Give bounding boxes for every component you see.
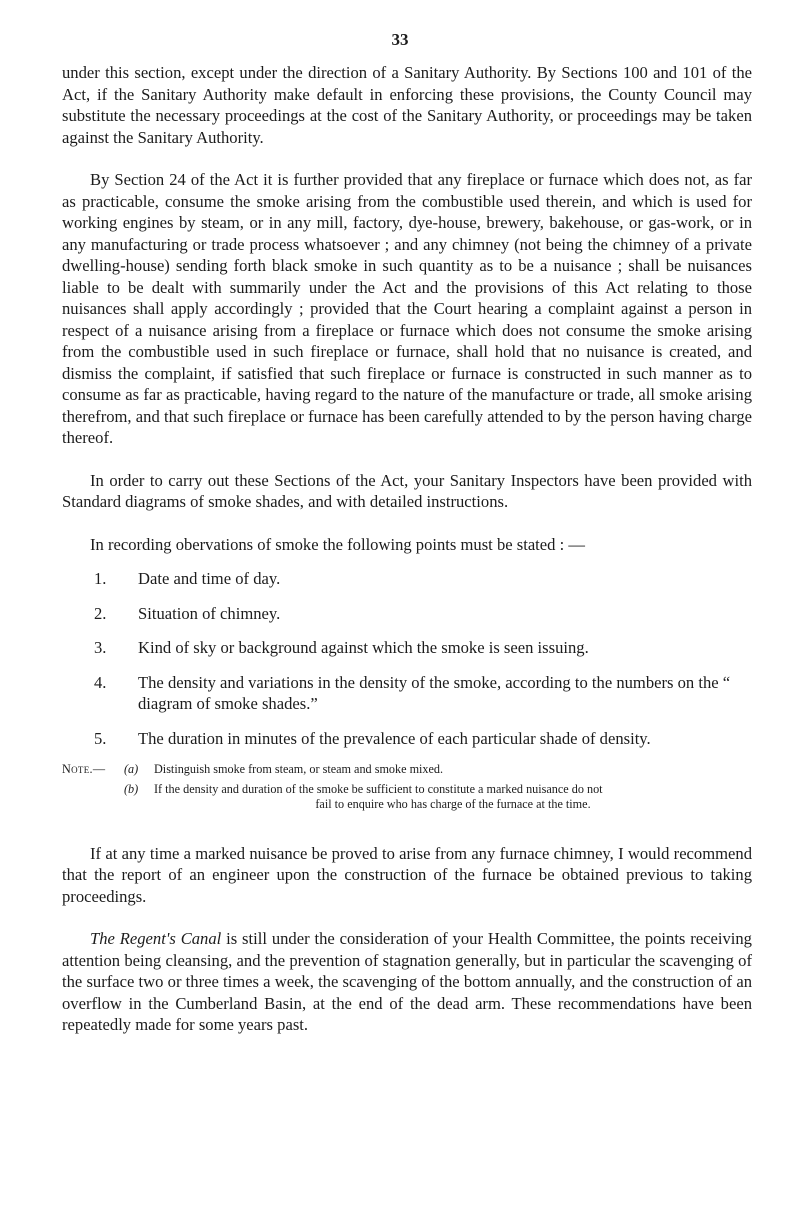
- note-a-key: (a): [124, 762, 139, 776]
- regents-canal-title: The Regent's Canal: [90, 929, 222, 948]
- regents-canal-text: is still under the consideration of your Health Committee, the points receiving attention being cleansing, and the prevention of stagnation generally, but in particular the scavenging of the surface two or three times a week, the scavenging of the bottom annually, and the construction of an overflow in the Cumberland Basin, at the end of the dead arm. These recommendations have been repeatedly made for some years past.: [62, 929, 752, 1034]
- note-a: [62, 762, 752, 778]
- paragraph-section-24: By Section 24 of the Act it is further provided that any fireplace or furnace which does not, as far as practicable, consume the smoke arising from the combustible used therein, and which is used for working engines by steam, or in any mill, factory, dye-house, brewery, bakehouse, or gas-work, or in any manufacturing or trade process whatsoever ; and any chimney (not being the chimney of a private dwelling-house) sending forth black smoke in such quantity as to be a nuisance ; shall be nuisances liable to be dealt with summarily under the Act and the provisions of this Act relating to those nuisances shall apply accordingly ; provided that the Court hearing a complaint against a person in respect of a nuisance arising from a fireplace or furnace which does not consume the smoke arising from the combustible used in such fireplace or furnace, shall hold that no nuisance is created, and dismiss the complaint, if satisfied that such fireplace or furnace is constructed in such manner as to consume as far as practicable, having regard to the nature of the manufacture or trade, all smoke arising therefrom, and that such fireplace or furnace has been carefully attended to by the person having charge thereof.: [62, 170, 752, 447]
- note-b-text: If the density and duration of the smoke be sufficient to constitute a marked nuisance do not: [154, 781, 603, 796]
- list-item: [62, 728, 752, 750]
- list-item: [62, 568, 752, 590]
- list-item-text: The density and variations in the density of the smoke, according to the numbers on the “ diagram of smoke shades.”: [138, 672, 731, 713]
- list-item: [62, 603, 752, 625]
- note-b-key: (b): [124, 781, 139, 796]
- note-b: [62, 782, 752, 813]
- list-item-text: Kind of sky or background against which the smoke is seen issuing.: [138, 638, 589, 657]
- paragraph-regents-canal: [62, 928, 752, 1036]
- paragraph-recording-intro: In recording obervations of smoke the following points must be stated : —: [90, 534, 585, 554]
- page-number: 33: [391, 30, 409, 49]
- list-item-text: Date and time of day.: [138, 569, 281, 588]
- note-b-text-wrapper: [154, 782, 752, 813]
- list-item-number: 1.: [94, 569, 107, 588]
- list-item: [62, 637, 752, 659]
- notes-block: [62, 762, 752, 813]
- note-b-text-continued: fail to enquire who has charge of the furnace at the time.: [315, 797, 591, 811]
- paragraph-inspectors: In order to carry out these Sections of the Act, your Sanitary Inspectors have been provided with Standard diagrams of smoke shades, and with detailed instructions.: [62, 470, 752, 511]
- paragraph-engineer-report: If at any time a marked nuisance be proved to arise from any furnace chimney, I would recommend that the report of an engineer upon the construction of the furnace be obtained previous to taking proceedings.: [62, 843, 752, 906]
- list-item-text: The duration in minutes of the prevalence of each particular shade of density.: [138, 728, 651, 748]
- note-a-text: Distinguish smoke from steam, or steam and smoke mixed.: [154, 762, 444, 776]
- observation-points-list: [62, 568, 752, 749]
- note-label: Note.—: [62, 762, 106, 776]
- list-item-number: 3.: [94, 638, 107, 657]
- list-item-number: 4.: [94, 672, 107, 692]
- note-label-spacer: [62, 782, 124, 813]
- list-item-text: Situation of chimney.: [138, 603, 281, 623]
- paragraph-section-continuation: under this section, except under the direction of a Sanitary Authority. By Sections 100 and 101 of the Act, if the Sanitary Authority make default in enforcing these provisions, the County Council may substitute the necessary proceedings at the cost of the Sanitary Authority, or proceedings may be taken against the Sanitary Authority.: [62, 63, 752, 147]
- list-item-number: 2.: [94, 603, 107, 623]
- list-item-number: 5.: [94, 728, 107, 748]
- body-text: [62, 62, 752, 1057]
- list-item: [62, 672, 752, 715]
